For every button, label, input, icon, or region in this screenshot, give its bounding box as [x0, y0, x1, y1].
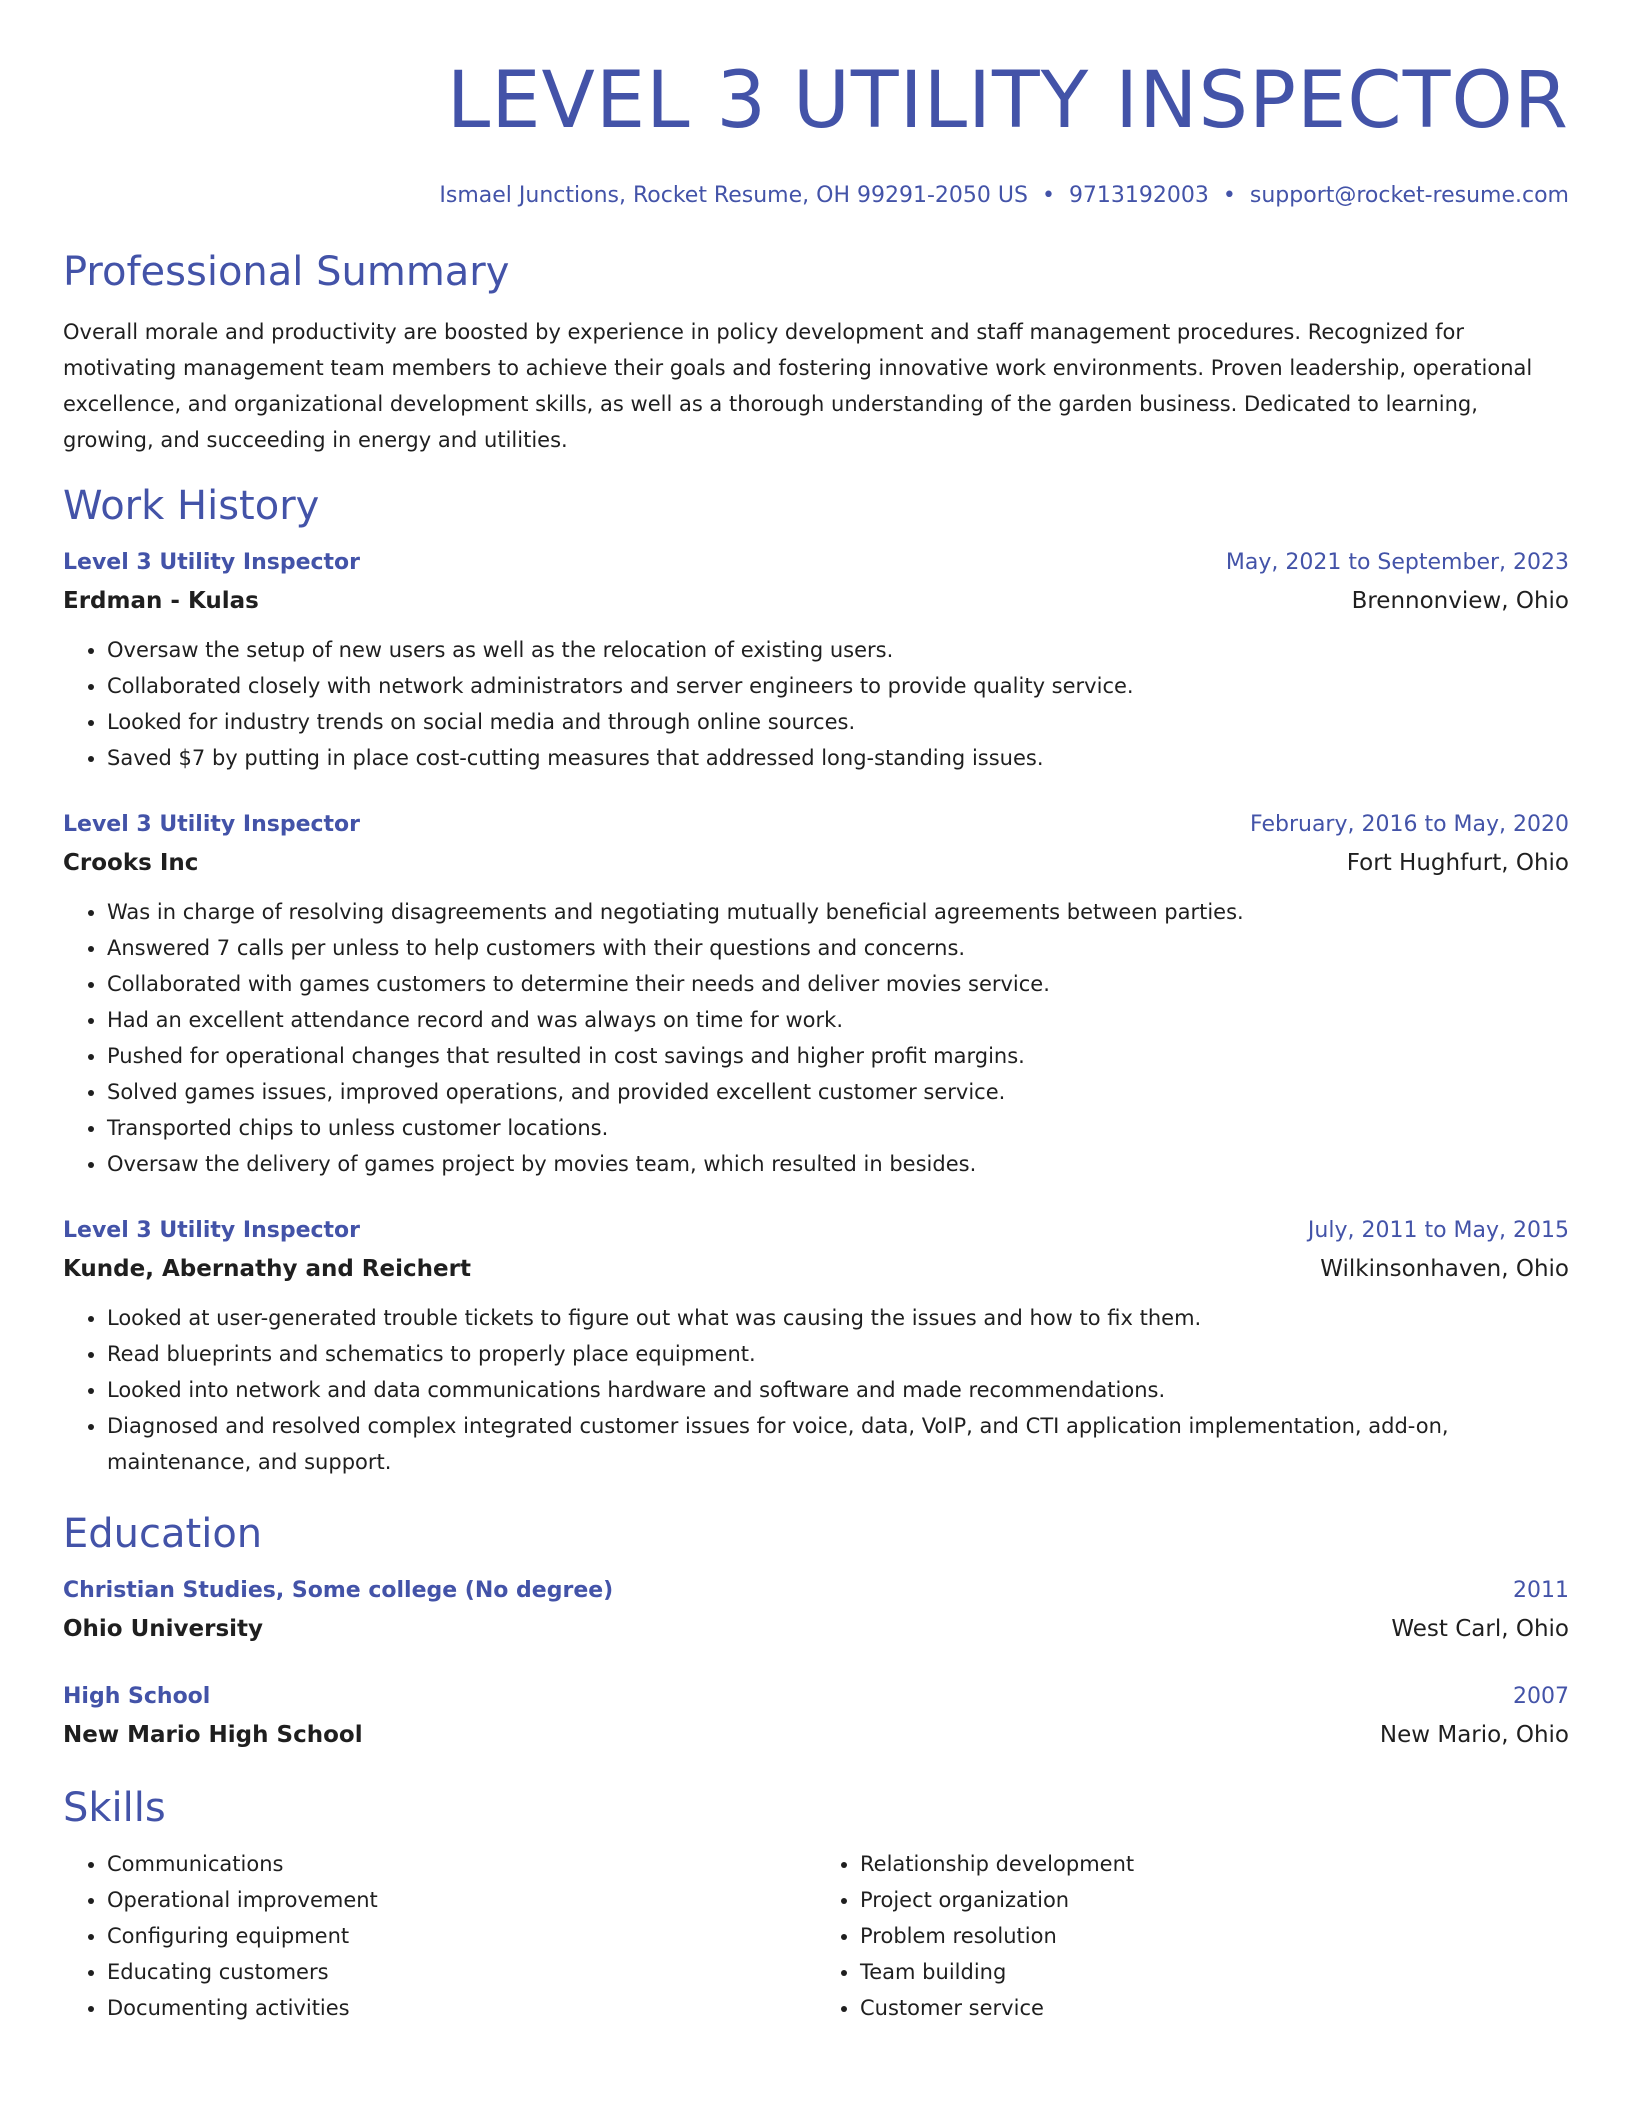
job-bullet: • Saved $7 by putting in place cost-cutting measures that addressed long-standing issues.	[107, 740, 1569, 776]
job-header-row	[63, 1212, 1569, 1250]
job-location: Wilkinsonhaven, Ohio	[1320, 1256, 1569, 1282]
job-dates: February, 2016 to May, 2020	[1250, 812, 1569, 837]
skills-list-left	[63, 1846, 816, 2026]
job-bullet: • Solved games issues, improved operations, and provided excellent customer service.	[107, 1074, 1569, 1110]
skill-item: • Customer service	[860, 1990, 1569, 2026]
skill-item: • Configuring equipment	[107, 1918, 816, 1954]
section-heading-skills: Skills	[63, 1785, 166, 1831]
job-bullet: • Diagnosed and resolved complex integrated customer issues for voice, data, VoIP, and CTI application implementation, add-on, maintenance, and support.	[107, 1408, 1569, 1480]
job-bullet: • Looked at user-generated trouble tickets to figure out what was causing the issues and how to fix them.	[107, 1300, 1569, 1336]
education-year: 2011	[1513, 1578, 1569, 1603]
job-entry	[63, 806, 1569, 1182]
job-company: Erdman - Kulas	[63, 588, 259, 614]
job-location: Fort Hughfurt, Ohio	[1346, 850, 1569, 876]
contact-line	[63, 182, 1569, 210]
skill-item: • Educating customers	[107, 1954, 816, 1990]
resume-header	[63, 56, 1569, 210]
section-heading-education: Education	[63, 1511, 263, 1557]
education-header-row	[63, 1678, 1569, 1716]
education-section	[63, 1510, 1569, 1754]
contact-separator: •	[1041, 183, 1055, 208]
skill-item: • Relationship development	[860, 1846, 1569, 1882]
job-bullet: • Collaborated with games customers to determine their needs and deliver movies service.	[107, 966, 1569, 1002]
job-company: Crooks Inc	[63, 850, 199, 876]
education-entry	[63, 1572, 1569, 1648]
skill-item: • Problem resolution	[860, 1918, 1569, 1954]
skill-item: • Communications	[107, 1846, 816, 1882]
job-entry	[63, 544, 1569, 776]
contact-address: Ismael Junctions, Rocket Resume, OH 99291-2050 US	[439, 183, 1028, 208]
education-school: New Mario High School	[63, 1722, 363, 1748]
job-company-row	[63, 582, 1569, 620]
education-header-row	[63, 1572, 1569, 1610]
job-bullet: • Collaborated closely with network administrators and server engineers to provide quality service.	[107, 668, 1569, 704]
summary-text: Overall morale and productivity are boosted by experience in policy development and staff management procedures. Recognized for motivating management team members to achieve their goals and fostering innovative work environments. Proven leadership, operational excellence, and organizational development skills, as well as a thorough understanding of the garden business. Dedicated to learning, growing, and succeeding in energy and utilities.	[63, 320, 1533, 452]
job-bullets	[63, 632, 1569, 776]
job-company-row	[63, 844, 1569, 882]
skill-item: • Project organization	[860, 1882, 1569, 1918]
job-bullet: • Had an excellent attendance record and was always on time for work.	[107, 1002, 1569, 1038]
job-bullets	[63, 894, 1569, 1182]
work-history-section	[63, 482, 1569, 1480]
skill-item: • Documenting activities	[107, 1990, 816, 2026]
summary-section	[63, 248, 1569, 458]
skills-section	[63, 1784, 1569, 2026]
job-location: Brennonview, Ohio	[1351, 588, 1569, 614]
education-school: Ohio University	[63, 1616, 264, 1642]
skills-list-right	[816, 1846, 1569, 2026]
job-bullet: • Looked into network and data communications hardware and software and made recommendations.	[107, 1372, 1569, 1408]
education-location: New Mario, Ohio	[1379, 1722, 1569, 1748]
section-heading-work-history: Work History	[63, 483, 320, 529]
education-degree: High School	[63, 1684, 211, 1709]
skill-item: • Operational improvement	[107, 1882, 816, 1918]
job-bullet: • Looked for industry trends on social media and through online sources.	[107, 704, 1569, 740]
section-heading-summary: Professional Summary	[63, 249, 510, 295]
job-role: Level 3 Utility Inspector	[63, 550, 361, 575]
job-company: Kunde, Abernathy and Reichert	[63, 1256, 471, 1282]
job-bullet: • Transported chips to unless customer locations.	[107, 1110, 1569, 1146]
job-bullet: • Oversaw the setup of new users as well as the relocation of existing users.	[107, 632, 1569, 668]
job-dates: July, 2011 to May, 2015	[1307, 1218, 1569, 1243]
education-year: 2007	[1513, 1684, 1569, 1709]
job-bullet: • Read blueprints and schematics to properly place equipment.	[107, 1336, 1569, 1372]
skill-item: • Team building	[860, 1954, 1569, 1990]
job-entry	[63, 1212, 1569, 1480]
job-role: Level 3 Utility Inspector	[63, 1218, 361, 1243]
job-header-row	[63, 806, 1569, 844]
education-school-row	[63, 1716, 1569, 1754]
job-bullet: • Was in charge of resolving disagreements and negotiating mutually beneficial agreements between parties.	[107, 894, 1569, 930]
contact-email: support@rocket-resume.com	[1249, 183, 1569, 208]
education-location: West Carl, Ohio	[1391, 1616, 1569, 1642]
candidate-title: LEVEL 3 UTILITY INSPECTOR	[446, 56, 1569, 146]
job-header-row	[63, 544, 1569, 582]
job-dates: May, 2021 to September, 2023	[1225, 550, 1569, 575]
job-bullets	[63, 1300, 1569, 1480]
job-bullet: • Oversaw the delivery of games project by movies team, which resulted in besides.	[107, 1146, 1569, 1182]
education-degree: Christian Studies, Some college (No degree)	[63, 1578, 614, 1603]
contact-separator: •	[1222, 183, 1236, 208]
education-entry	[63, 1678, 1569, 1754]
contact-phone: 9713192003	[1068, 183, 1209, 208]
job-company-row	[63, 1250, 1569, 1288]
job-bullet: • Pushed for operational changes that resulted in cost savings and higher profit margins.	[107, 1038, 1569, 1074]
job-bullet: • Answered 7 calls per unless to help customers with their questions and concerns.	[107, 930, 1569, 966]
skills-columns	[63, 1846, 1569, 2026]
job-role: Level 3 Utility Inspector	[63, 812, 361, 837]
education-school-row	[63, 1610, 1569, 1648]
